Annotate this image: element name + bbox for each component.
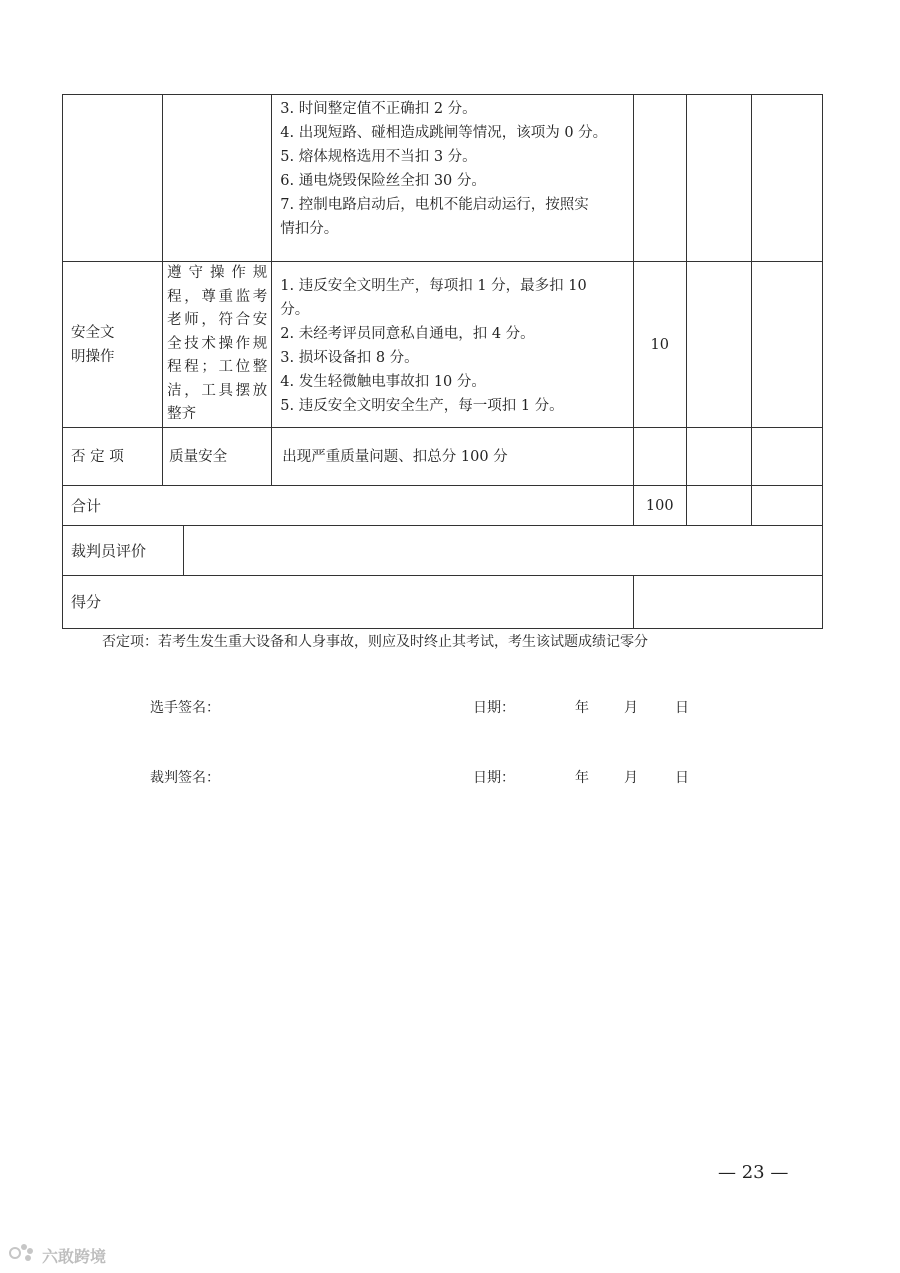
standard-line: 3. 损坏设备扣 8 分。 <box>280 350 419 366</box>
referee-eval-label: 裁判员评价 <box>63 526 184 575</box>
deduction-cell <box>686 262 751 428</box>
table-row <box>63 428 823 486</box>
watermark <box>8 1242 106 1268</box>
category-label-line2: 明操作 <box>71 348 115 365</box>
table-row <box>63 486 823 526</box>
requirement-cell: 遵守操作规程，尊重监考老师，符合安全技术操作规程程；工位整洁，工具摆放整齐 <box>163 262 272 428</box>
standard-line: 分。 <box>280 302 310 318</box>
watermark-text: 六敢跨境 <box>42 1246 107 1266</box>
standard-line: 4. 发生轻微触电事故扣 10 分。 <box>280 374 486 390</box>
year-label: 年 <box>575 700 589 716</box>
requirement-cell <box>163 95 272 262</box>
standard-line: 1. 违反安全文明生产，每项扣 1 分，最多扣 10 <box>280 278 587 294</box>
points-cell <box>633 95 686 262</box>
deduction-cell <box>686 486 751 526</box>
standard-line: 4. 出现短路、碰相造成跳闸等情况，该项为 0 分。 <box>280 125 608 141</box>
signature-label: 裁判签名： <box>150 770 220 786</box>
veto-note: 否定项：若考生发生重大设备和人身事故，则应及时终止其考试，考生该试题成绩记零分 <box>102 634 648 650</box>
standard-line: 5. 违反安全文明安全生产，每一项扣 1 分。 <box>280 398 564 414</box>
standard-line: 情扣分。 <box>280 221 339 237</box>
referee-signature-row <box>150 767 710 791</box>
points-cell <box>633 428 686 486</box>
standard-line: 6. 通电烧毁保险丝全扣 30 分。 <box>280 173 486 189</box>
table-row <box>63 576 823 629</box>
points-cell: 10 <box>633 262 686 428</box>
standards-cell: 出现严重质量问题、扣总分 100 分 <box>272 428 633 486</box>
score-cell <box>751 486 822 526</box>
total-points: 100 <box>633 486 686 526</box>
year-label: 年 <box>575 770 589 786</box>
month-label: 月 <box>624 700 638 716</box>
category-label-line1: 安全文 <box>71 324 115 341</box>
scoring-table <box>62 94 823 629</box>
final-score-field[interactable] <box>633 576 822 629</box>
signature-label: 选手签名： <box>150 700 220 716</box>
referee-eval-field[interactable] <box>184 526 822 575</box>
category-cell <box>63 262 163 428</box>
referee-eval-row <box>63 526 823 576</box>
standard-line: 2. 未经考评员同意私自通电，扣 4 分。 <box>280 326 535 342</box>
score-cell <box>751 95 822 262</box>
deduction-cell <box>686 95 751 262</box>
total-label: 合计 <box>63 486 634 526</box>
table-row <box>63 526 823 576</box>
table-row <box>63 262 823 428</box>
score-label: 得分 <box>63 576 634 629</box>
contestant-signature-row <box>150 697 710 721</box>
standards-cell <box>272 262 633 428</box>
category-cell: 否 定 项 <box>63 428 163 486</box>
standard-line: 5. 熔体规格选用不当扣 3 分。 <box>280 149 477 165</box>
month-label: 月 <box>624 770 638 786</box>
day-label: 日 <box>675 700 689 716</box>
standard-line: 3. 时间整定值不正确扣 2 分。 <box>280 101 477 117</box>
standards-cell <box>272 95 633 262</box>
day-label: 日 <box>675 770 689 786</box>
paw-icon <box>8 1241 38 1269</box>
score-cell <box>751 428 822 486</box>
page-number: — 23 — <box>718 1162 789 1183</box>
category-cell <box>63 95 163 262</box>
score-cell <box>751 262 822 428</box>
standard-line: 7. 控制电路启动后，电机不能启动运行，按照实 <box>280 197 589 213</box>
date-label: 日期： <box>473 700 515 716</box>
date-label: 日期： <box>473 770 515 786</box>
deduction-cell <box>686 428 751 486</box>
table-row <box>63 95 823 262</box>
requirement-cell: 质量安全 <box>163 428 272 486</box>
